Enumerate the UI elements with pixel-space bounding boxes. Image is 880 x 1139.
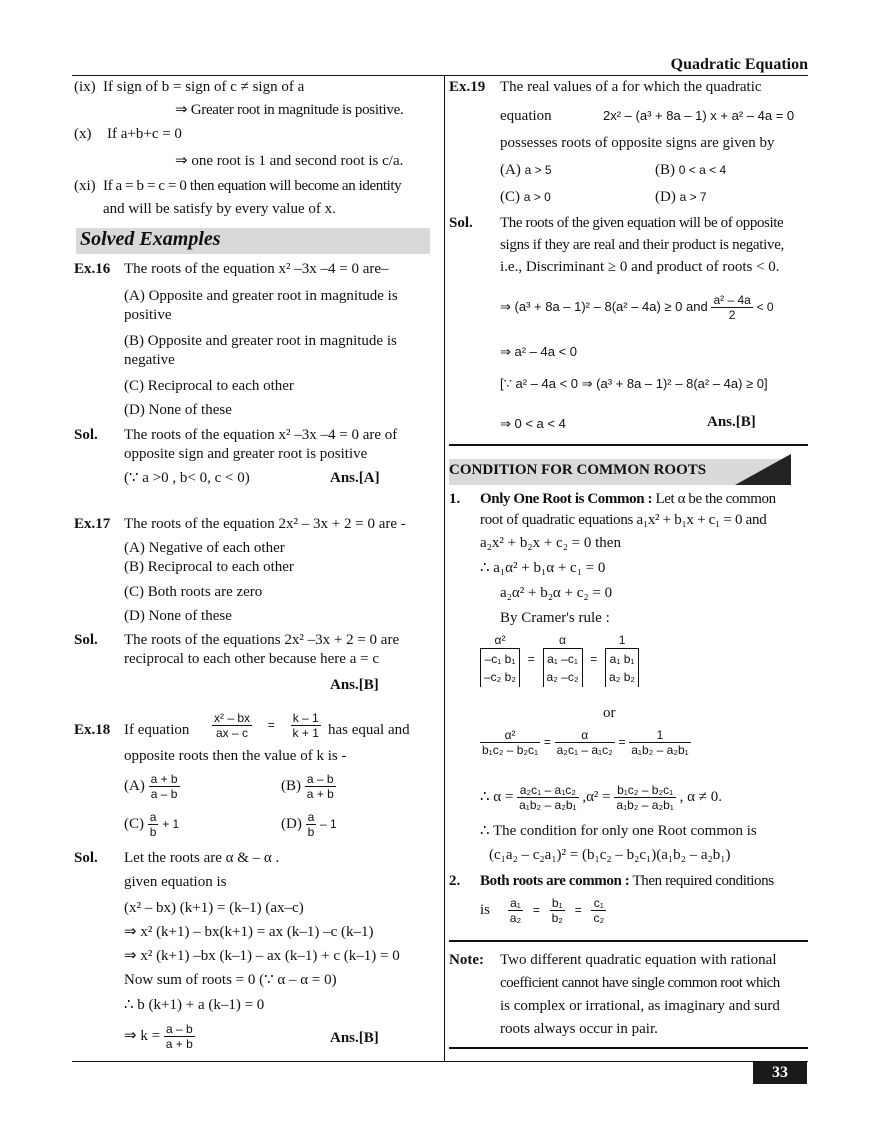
item-text: and will be satisfy by every value of x. (103, 201, 336, 217)
item-num: (xi) (74, 178, 96, 194)
example-question: possesses roots of opposite signs are given by (500, 135, 775, 151)
example-question: If equation (124, 722, 190, 738)
example-label: Ex.17 (74, 516, 111, 532)
or-label: or (603, 705, 616, 721)
answer: Ans.[B] (707, 414, 756, 430)
cramer-determinants: α² –c₁ b₁ –c₂ b₂ = α a₁ –c₁ a₂ –c₂ = 1 a₁ b₁ a₂ b₂ (480, 632, 639, 687)
example-question: equation (500, 108, 552, 124)
option-c: (C) $\frac{a}{b}$ + 1 (124, 810, 180, 839)
example-label: Ex.18 (74, 722, 111, 738)
note-rule-bottom (449, 1047, 808, 1049)
item-text: By Cramer's rule : (500, 610, 610, 626)
item-num: 1. (449, 491, 461, 507)
note-label: Note: (449, 952, 484, 968)
both-roots-condition: is $\frac{\text{a₁}}{\text{a₂}}$ = $\frac{\text{b₁}}{\text{b₂}}$ = $\frac{\text{c₁}}{\text{c₂}}$ (480, 896, 605, 925)
item-num: (x) (74, 126, 92, 142)
option: (A) Opposite and greater root in magnitude is (124, 288, 398, 304)
note-text: is complex or irrational, as imaginary and surd (500, 998, 780, 1014)
section-title: CONDITION FOR COMMON ROOTS (449, 462, 707, 478)
section-banner (449, 459, 789, 485)
section-banner (76, 228, 430, 254)
item-text: If a+b+c = 0 (107, 126, 182, 142)
solution-text: ⇒ x² (k+1) – bx(k+1) = ax (k–1) –c (k–1) (124, 924, 374, 940)
solution-label: Sol. (74, 850, 98, 866)
note-text: coefficient cannot have single common root which (500, 975, 780, 991)
solution-text: The roots of the equation x² –3x –4 = 0 are of (124, 427, 398, 443)
solution-text: Now sum of roots = 0 (∵ α – α = 0) (124, 972, 337, 988)
item-num: (ix) (74, 79, 96, 95)
item-text: ∴ a₁α² + b₁α + c₁ = 0 (480, 560, 606, 576)
solution-step: ⇒ a² – 4a < 0 (500, 344, 578, 359)
option-a: (A) a > 5 (500, 162, 552, 178)
header-rule (72, 75, 808, 76)
cramer-ratios: $\frac{\text{α²}}{\text{b₁c₂ – b₂c₁}}$ = $\frac{\alpha}{\text{a₂c₁ – a₁c₂}}$ = $\frac{1}{\text{a₁b₂ – a₂b₁}}$ (482, 728, 689, 757)
banner-triangle-icon (735, 454, 791, 485)
solution-text: given equation is (124, 874, 227, 890)
example-question: The roots of the equation 2x² – 3x + 2 = 0 are - (124, 516, 406, 532)
solution-text: (x² – bx) (k+1) = (k–1) (ax–c) (124, 900, 304, 916)
option-d: (D) $\frac{a}{b}$ – 1 (281, 810, 337, 839)
item-num: 2. (449, 873, 461, 889)
answer: Ans.[B] (330, 1030, 379, 1046)
item-text: If a = b = c = 0 then equation will become an identity (103, 178, 402, 194)
item-text: Both roots are common : Then required conditions (480, 873, 774, 889)
note-rule-top (449, 940, 808, 942)
condition-text: ∴ The condition for only one Root common is (480, 823, 757, 839)
solution-label: Sol. (74, 632, 98, 648)
item-text: a₂x² + b₂x + c₂ = 0 then (480, 535, 621, 551)
alpha-values: ∴ α = $\frac{\text{a₂c₁ – a₁c₂}}{\text{a₁b₂ – a₂b₁}}$ ,α² = $\frac{\text{b₁c₂ – b₂c₁}}{\text{a₁b₂ – a₂b₁}}$ , α ≠ 0. (480, 783, 722, 812)
item-text: Only One Root is Common : Let α be the common (480, 491, 776, 507)
item-text: If sign of b = sign of c ≠ sign of a (103, 79, 305, 95)
option: (C) Reciprocal to each other (124, 378, 294, 394)
item-text: a₂α² + b₂α + c₂ = 0 (500, 585, 613, 601)
example-question: has equal and (328, 722, 410, 738)
solution-text: ⇒ x² (k+1) –bx (k–1) – ax (k–1) + c (k–1) = 0 (124, 948, 400, 964)
example-question: The roots of the equation x² –3x –4 = 0 are– (124, 261, 389, 277)
option: (B) Opposite and greater root in magnitude is (124, 333, 397, 349)
item-text: root of quadratic equations a₁x² + b₁x + c₁ = 0 and (480, 512, 767, 528)
option: (C) Both roots are zero (124, 584, 263, 600)
section-title: Solved Examples (80, 228, 221, 250)
section-rule (449, 444, 808, 446)
item-result: ⇒ Greater root in magnitude is positive. (175, 102, 404, 118)
footer-rule (72, 1061, 808, 1062)
answer: Ans.[A] (330, 470, 380, 486)
solution-step: ⇒ (a³ + 8a – 1)² – 8(a² – 4a) ≥ 0 and $\frac{\text{a² – 4a}}{2}$ < 0 (500, 293, 774, 322)
example-question: The real values of a for which the quadratic (500, 79, 762, 95)
solution-text: The roots of the given equation will be of opposite (500, 215, 784, 231)
option-a: (A) $\frac{a + b}{a - b}$ (124, 772, 178, 801)
option-b: (B) $\frac{a - b}{a + b}$ (281, 772, 334, 801)
option-b: (B) 0 < a < 4 (655, 162, 727, 178)
solution-k: ⇒ k = $\frac{a - b}{a + b}$ (124, 1022, 193, 1051)
solution-text: (∵ a >0 , b< 0, c < 0) (124, 470, 250, 486)
option: (D) None of these (124, 608, 232, 624)
answer: Ans.[B] (330, 677, 379, 693)
page-number: 33 (753, 1062, 807, 1084)
solution-step: ⇒ 0 < a < 4 (500, 416, 566, 431)
solution-label: Sol. (449, 215, 473, 231)
option: (D) None of these (124, 402, 232, 418)
solution-text: i.e., Discriminant ≥ 0 and product of roots < 0. (500, 259, 780, 275)
solution-text: Let the roots are α & – α . (124, 850, 280, 866)
option-d: (D) a > 7 (655, 189, 707, 205)
example-question: opposite roots then the value of k is - (124, 748, 347, 764)
condition-equation: (c₁a₂ – c₂a₁)² = (b₁c₂ – b₂c₁)(a₁b₂ – a₂b₁) (489, 847, 731, 863)
solution-text: signs if they are real and their product is negative, (500, 237, 784, 253)
note-text: Two different quadratic equation with rational (500, 952, 777, 968)
example-label: Ex.19 (449, 79, 486, 95)
option: negative (124, 352, 175, 368)
solution-label: Sol. (74, 427, 98, 443)
solution-text: opposite sign and greater root is positive (124, 446, 368, 462)
solution-step: [∵ a² – 4a < 0 ⇒ (a³ + 8a – 1)² – 8(a² – 4a) ≥ 0] (500, 376, 768, 391)
solution-text: ∴ b (k+1) + a (k–1) = 0 (124, 997, 265, 1013)
option: (A) Negative of each other (124, 540, 285, 556)
solution-text: The roots of the equations 2x² –3x + 2 = 0 are (124, 632, 400, 648)
option-c: (C) a > 0 (500, 189, 551, 205)
equation: 2x² – (a³ + 8a – 1) x + a² – 4a = 0 (603, 108, 795, 123)
fraction: $\frac{\text{x² – bx}}{ax - c}$ = $\frac{k - 1}{k + 1}$ (214, 711, 319, 740)
option: (B) Reciprocal to each other (124, 559, 294, 575)
option: positive (124, 307, 172, 323)
solution-text: reciprocal to each other because here a = c (124, 651, 379, 667)
column-divider (444, 76, 445, 1061)
example-label: Ex.16 (74, 261, 111, 277)
running-header: Quadratic Equation (670, 56, 808, 73)
note-text: roots always occur in pair. (500, 1021, 658, 1037)
item-result: ⇒ one root is 1 and second root is c/a. (175, 153, 404, 169)
